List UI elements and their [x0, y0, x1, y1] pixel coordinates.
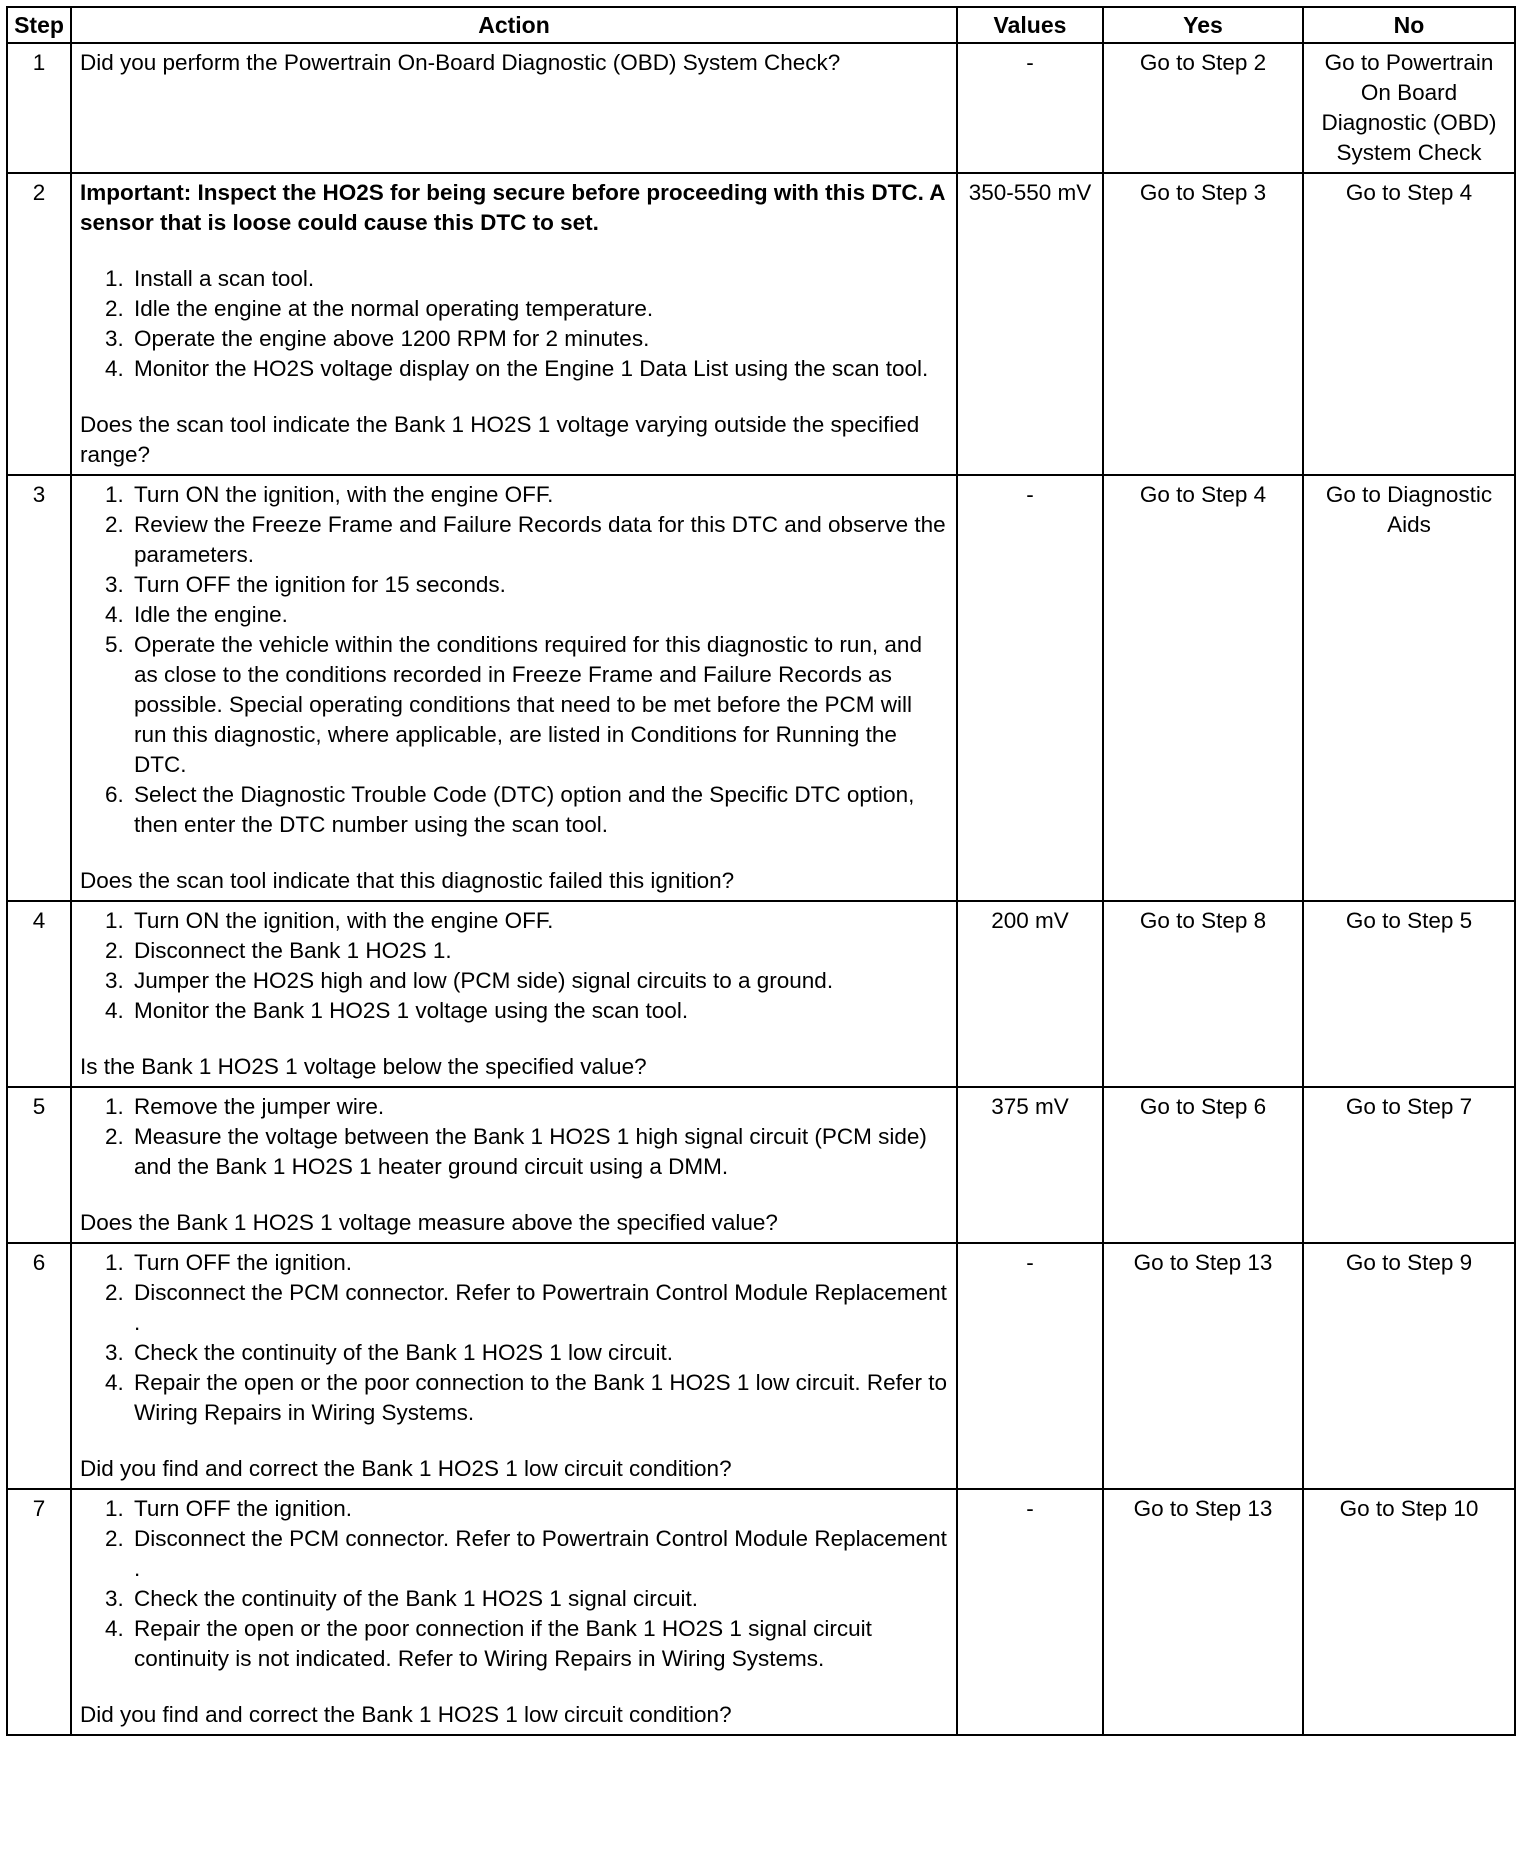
- action-cell: [71, 1087, 957, 1243]
- step-number: 4: [7, 901, 71, 1087]
- no-outcome: Go to Diagnostic Aids: [1303, 475, 1515, 901]
- table-row: [7, 43, 1515, 173]
- table-row: [7, 1489, 1515, 1735]
- procedure-item: 3. Turn OFF the ignition for 15 seconds.: [130, 570, 948, 600]
- step-number: 1: [7, 43, 71, 173]
- step-question: Does the scan tool indicate that this diagnostic failed this ignition?: [80, 868, 735, 893]
- step-question: Did you find and correct the Bank 1 HO2S 1 low circuit condition?: [80, 1702, 732, 1727]
- table-row: [7, 173, 1515, 475]
- procedure-list: [80, 1494, 948, 1674]
- procedure-item: 3. Check the continuity of the Bank 1 HO2S 1 signal circuit.: [130, 1584, 948, 1614]
- procedure-item: 1. Turn OFF the ignition.: [130, 1248, 948, 1278]
- step-question: Did you find and correct the Bank 1 HO2S 1 low circuit condition?: [80, 1456, 732, 1481]
- header-no: No: [1303, 7, 1515, 43]
- yes-outcome: Go to Step 8: [1103, 901, 1303, 1087]
- specified-value: 350-550 mV: [957, 173, 1103, 475]
- specified-value: -: [957, 43, 1103, 173]
- procedure-item: 2. Disconnect the PCM connector. Refer to Powertrain Control Module Replacement .: [130, 1278, 948, 1338]
- procedure-item: 1. Remove the jumper wire.: [130, 1092, 948, 1122]
- specified-value: -: [957, 475, 1103, 901]
- yes-outcome: Go to Step 13: [1103, 1243, 1303, 1489]
- action-cell: [71, 475, 957, 901]
- procedure-item: 4. Idle the engine.: [130, 600, 948, 630]
- action-cell: [71, 901, 957, 1087]
- procedure-item: 2. Review the Freeze Frame and Failure Records data for this DTC and observe the parameters.: [130, 510, 948, 570]
- no-outcome: Go to Step 4: [1303, 173, 1515, 475]
- procedure-item: 4. Repair the open or the poor connection if the Bank 1 HO2S 1 signal circuit continuity is not indicated. Refer to Wiring Repairs in Wiring Systems.: [130, 1614, 948, 1674]
- yes-outcome: Go to Step 3: [1103, 173, 1303, 475]
- procedure-item: 3. Jumper the HO2S high and low (PCM side) signal circuits to a ground.: [130, 966, 948, 996]
- yes-outcome: Go to Step 2: [1103, 43, 1303, 173]
- procedure-item: 4. Monitor the HO2S voltage display on the Engine 1 Data List using the scan tool.: [130, 354, 948, 384]
- table-row: [7, 901, 1515, 1087]
- procedure-list: [80, 1248, 948, 1428]
- step-question: Does the scan tool indicate the Bank 1 HO2S 1 voltage varying outside the specified range?: [80, 412, 920, 467]
- specified-value: 200 mV: [957, 901, 1103, 1087]
- specified-value: -: [957, 1489, 1103, 1735]
- table-body: [7, 43, 1515, 1735]
- table-row: [7, 1087, 1515, 1243]
- header-row: [7, 7, 1515, 43]
- no-outcome: Go to Step 7: [1303, 1087, 1515, 1243]
- step-number: 3: [7, 475, 71, 901]
- procedure-item: 2. Disconnect the PCM connector. Refer to Powertrain Control Module Replacement .: [130, 1524, 948, 1584]
- procedure-list: [80, 1092, 948, 1182]
- procedure-list: [80, 480, 948, 840]
- step-number: 5: [7, 1087, 71, 1243]
- yes-outcome: Go to Step 4: [1103, 475, 1303, 901]
- step-question: Is the Bank 1 HO2S 1 voltage below the specified value?: [80, 1054, 647, 1079]
- yes-outcome: Go to Step 6: [1103, 1087, 1303, 1243]
- header-values: Values: [957, 7, 1103, 43]
- important-note: Important: Inspect the HO2S for being secure before proceeding with this DTC. A sensor that is loose could cause this DTC to set.: [80, 180, 945, 235]
- procedure-item: 2. Disconnect the Bank 1 HO2S 1.: [130, 936, 948, 966]
- procedure-list: [80, 906, 948, 1026]
- action-cell: [71, 173, 957, 475]
- procedure-item: 4. Monitor the Bank 1 HO2S 1 voltage using the scan tool.: [130, 996, 948, 1026]
- procedure-item: 3. Operate the engine above 1200 RPM for 2 minutes.: [130, 324, 948, 354]
- table-row: [7, 1243, 1515, 1489]
- step-question: Did you perform the Powertrain On-Board Diagnostic (OBD) System Check?: [80, 50, 841, 75]
- procedure-item: 6. Select the Diagnostic Trouble Code (DTC) option and the Specific DTC option, then enter the DTC number using the scan tool.: [130, 780, 948, 840]
- header-action: Action: [71, 7, 957, 43]
- step-number: 2: [7, 173, 71, 475]
- procedure-item: 2. Idle the engine at the normal operating temperature.: [130, 294, 948, 324]
- procedure-item: 1. Turn ON the ignition, with the engine OFF.: [130, 480, 948, 510]
- procedure-item: 1. Install a scan tool.: [130, 264, 948, 294]
- no-outcome: Go to Step 9: [1303, 1243, 1515, 1489]
- yes-outcome: Go to Step 13: [1103, 1489, 1303, 1735]
- procedure-list: [80, 264, 948, 384]
- step-number: 6: [7, 1243, 71, 1489]
- no-outcome: Go to Step 5: [1303, 901, 1515, 1087]
- action-cell: [71, 43, 957, 173]
- header-yes: Yes: [1103, 7, 1303, 43]
- diagnostic-table: [6, 6, 1516, 1736]
- procedure-item: 3. Check the continuity of the Bank 1 HO2S 1 low circuit.: [130, 1338, 948, 1368]
- no-outcome: Go to Powertrain On Board Diagnostic (OBD) System Check: [1303, 43, 1515, 173]
- header-step: Step: [7, 7, 71, 43]
- table-header: [7, 7, 1515, 43]
- action-cell: [71, 1489, 957, 1735]
- procedure-item: 5. Operate the vehicle within the conditions required for this diagnostic to run, and as close to the conditions recorded in Freeze Frame and Failure Records as possible. Special operating conditions that need to be met before the PCM will run this diagnostic, where applicable, are listed in Conditions for Running the DTC.: [130, 630, 948, 780]
- action-cell: [71, 1243, 957, 1489]
- procedure-item: 1. Turn OFF the ignition.: [130, 1494, 948, 1524]
- table-row: [7, 475, 1515, 901]
- no-outcome: Go to Step 10: [1303, 1489, 1515, 1735]
- procedure-item: 1. Turn ON the ignition, with the engine OFF.: [130, 906, 948, 936]
- specified-value: -: [957, 1243, 1103, 1489]
- step-number: 7: [7, 1489, 71, 1735]
- step-question: Does the Bank 1 HO2S 1 voltage measure above the specified value?: [80, 1210, 778, 1235]
- procedure-item: 4. Repair the open or the poor connection to the Bank 1 HO2S 1 low circuit. Refer to Wiring Repairs in Wiring Systems.: [130, 1368, 948, 1428]
- specified-value: 375 mV: [957, 1087, 1103, 1243]
- procedure-item: 2. Measure the voltage between the Bank 1 HO2S 1 high signal circuit (PCM side) and the Bank 1 HO2S 1 heater ground circuit using a DMM.: [130, 1122, 948, 1182]
